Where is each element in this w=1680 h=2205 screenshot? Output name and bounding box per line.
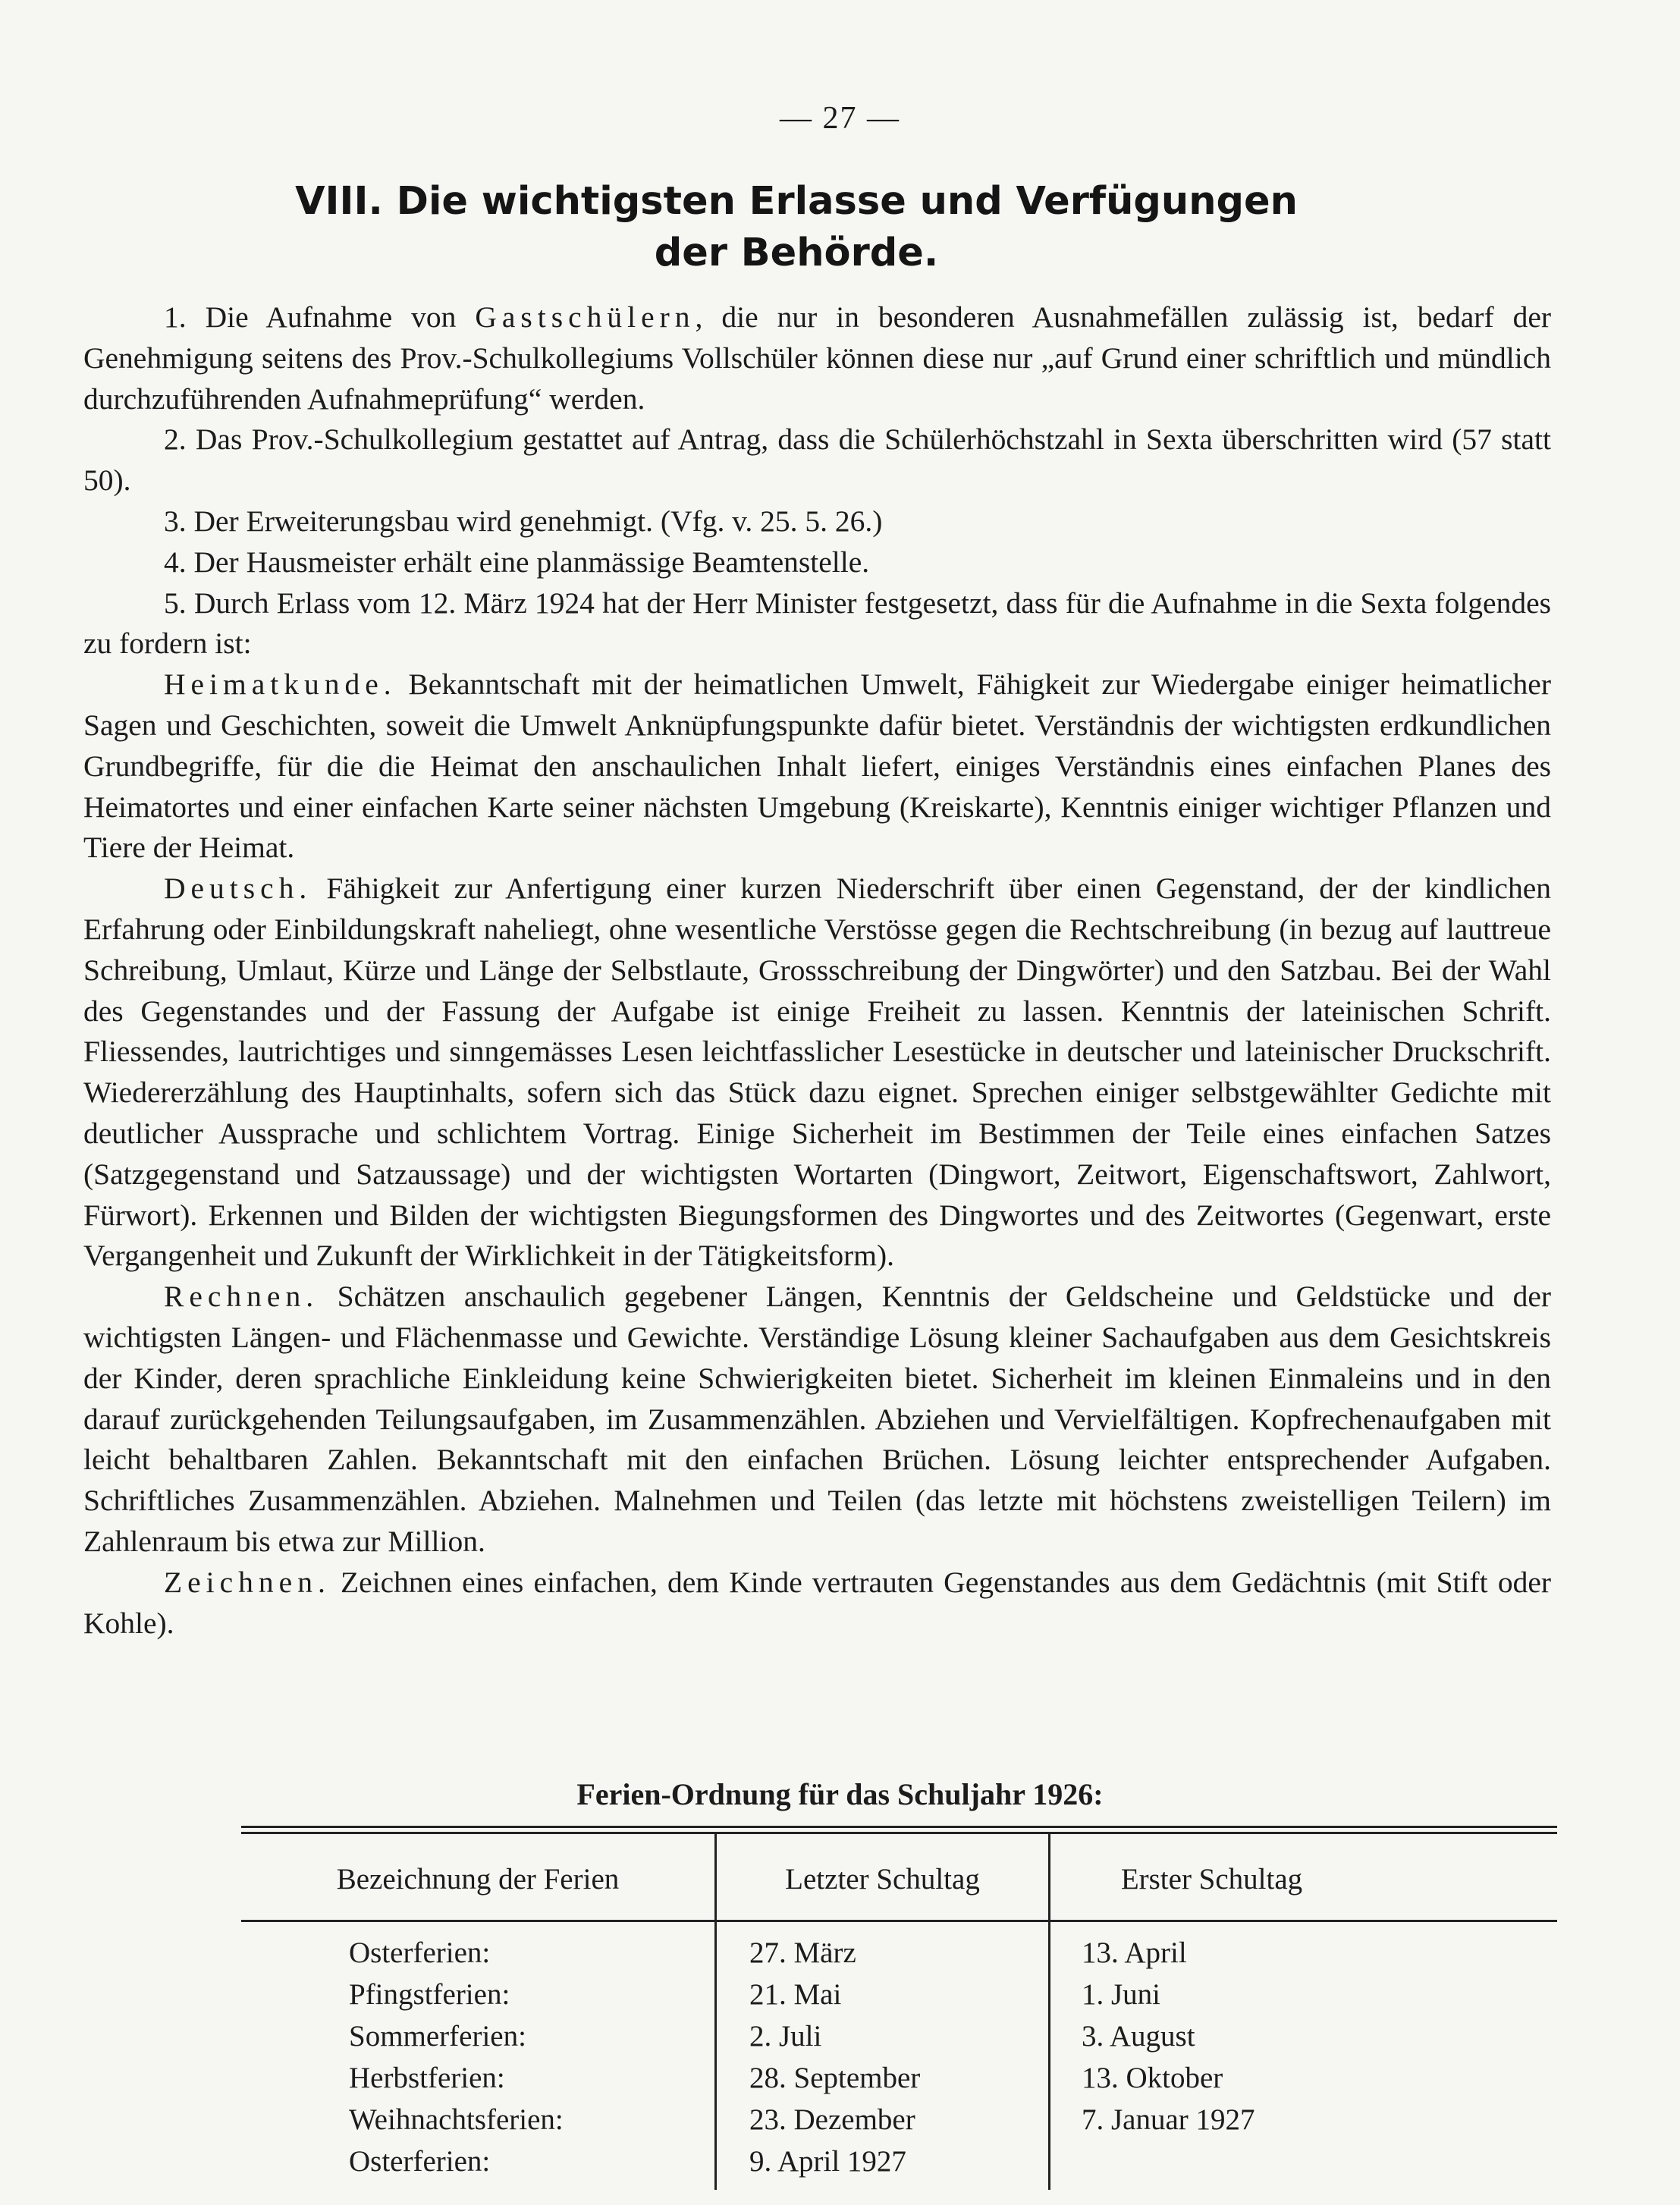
column-letzter-schultag bbox=[749, 1932, 920, 2182]
table-cell-first: 13. April bbox=[1082, 1936, 1187, 1969]
subject-text: Schätzen anschaulich gegebener Längen, Kenntnis der Geldscheine und Geldstücke und der wichtigsten Längen- und Flächenmasse und Gewichte. Verständige Lösung kleiner Sachaufgaben aus dem Gesichtskreis der Kinder, deren sprachliche Einkleidung keine Schwierigkeiten bietet. Sicherheit im kleinen Einmaleins und in den darauf zurückgehenden Teilungsaufgaben, im Zusammenzählen. Abziehen und Vervielfältigen. Kopfrechenaufgaben mit leicht behaltbaren Zahlen. Bekanntschaft mit den einfachen Brüchen. Lösung leichter entsprechender Aufgaben. Schriftliches Zusammenzählen. Abziehen. Malnehmen und Teilen (das letzte mit höchstens zweistelligen Teilern) im Zahlenraum bis etwa zur Million. bbox=[83, 1280, 1552, 1558]
table-cell-last: 27. März bbox=[749, 1936, 856, 1969]
paragraph-deutsch bbox=[83, 868, 1551, 1277]
table-row-name: Herbstferien: bbox=[349, 2062, 505, 2094]
item-number: 2. bbox=[164, 422, 187, 457]
item-text: Der Erweiterungsbau wird genehmigt. (Vfg. v. 25. 5. 26.) bbox=[193, 504, 883, 538]
table-rule-top bbox=[241, 1826, 1557, 1828]
table-cell-last: 21. Mai bbox=[749, 1978, 842, 2011]
item-text: Die Aufnahme von bbox=[205, 300, 457, 334]
paragraph-item-2 bbox=[83, 419, 1551, 501]
paragraph-rechnen bbox=[83, 1277, 1551, 1563]
paragraph-heimatkunde bbox=[83, 664, 1551, 868]
table-cell-last: 23. Dezember bbox=[749, 2103, 915, 2136]
column-ferien-names bbox=[349, 1932, 564, 2182]
subject-text: Zeichnen eines einfachen, dem Kinde vertrauten Gegenstandes aus dem Gedächtnis (mit Stift oder Kohle). bbox=[83, 1565, 1552, 1640]
subject-name: Deutsch. bbox=[164, 872, 312, 906]
table-cell-first: 1. Juni bbox=[1082, 1978, 1161, 2011]
paragraph-item-5 bbox=[83, 583, 1551, 665]
section-heading bbox=[144, 176, 1449, 279]
header-letzter-schultag: Letzter Schultag bbox=[785, 1863, 980, 1896]
document-body bbox=[83, 297, 1551, 1644]
header-bezeichnung: Bezeichnung der Ferien bbox=[336, 1863, 620, 1896]
item-text: Der Hausmeister erhält eine planmässige Beamtenstelle. bbox=[193, 545, 870, 579]
item-text: Durch Erlass vom 12. März 1924 hat der Herr Minister festgesetzt, dass für die Aufnahme in die Sexta folgendes zu fordern ist: bbox=[83, 586, 1551, 661]
table-cell-first: 3. August bbox=[1082, 2020, 1195, 2053]
subject-name: Rechnen. bbox=[164, 1280, 319, 1314]
heading-line-1: VIII. Die wichtigsten Erlasse und Verfügungen bbox=[295, 179, 1298, 224]
table-row-name: Weihnachtsferien: bbox=[349, 2103, 564, 2136]
table-cell-first: 13. Oktober bbox=[1082, 2062, 1223, 2094]
table-row-name: Osterferien: bbox=[349, 1936, 491, 1969]
subject-text: Bekanntschaft mit der heimatlichen Umwelt, Fähigkeit zur Wiedergabe einiger heimatlicher Sagen und Geschichten, soweit die Umwelt Anknüpfungspunkte dafür bietet. Verständnis der wichtigsten erdkundlichen Grundbegriffe, für die die Heimat den anschaulichen Inhalt liefert, einiges Verständnis eines einfachen Planes des Heimatortes und einer einfachen Karte seiner nächsten Umgebung (Kreiskarte), Kenntnis einiger wichtiger Pflanzen und Tiere der Heimat. bbox=[83, 667, 1551, 865]
table-rule-top-double bbox=[241, 1832, 1557, 1834]
subject-name: Heimatkunde. bbox=[164, 667, 397, 702]
item-number: 1. bbox=[164, 300, 187, 334]
paragraph-item-1 bbox=[83, 297, 1551, 419]
header-erster-schultag: Erster Schultag bbox=[1120, 1863, 1303, 1896]
table-cell-last: 9. April 1927 bbox=[749, 2145, 906, 2178]
item-number: 4. bbox=[164, 545, 187, 579]
table-rule-header bbox=[241, 1920, 1557, 1922]
table-cell-first: 7. Januar 1927 bbox=[1082, 2103, 1255, 2136]
item-number: 5. bbox=[164, 586, 187, 620]
table-cell-last: 2. Juli bbox=[749, 2020, 822, 2053]
ferien-table bbox=[241, 1826, 1557, 2190]
subject-name: Zeichnen. bbox=[164, 1565, 331, 1599]
item-number: 3. bbox=[164, 504, 187, 538]
paragraph-item-4 bbox=[83, 542, 1551, 583]
heading-line-2: der Behörde. bbox=[654, 231, 939, 275]
table-row-name: Pfingstferien: bbox=[349, 1978, 510, 2011]
paragraph-item-3 bbox=[83, 501, 1551, 542]
table-cell-last: 28. September bbox=[749, 2062, 921, 2094]
spaced-term: Gastschülern bbox=[475, 300, 696, 334]
item-text: Das Prov.-Schulkollegium gestattet auf Antrag, dass die Schülerhöchstzahl in Sexta überschritten wird (57 statt 50). bbox=[83, 422, 1551, 498]
page-number: — 27 — bbox=[780, 101, 900, 136]
item-text: , die nur in besonderen Ausnahmefällen zulässig ist, bedarf der Genehmigung seitens des Prov.-Schulkollegiums Vollschüler können diese nur „auf Grund einer schriftlich und mündlich durchzuführenden Aufnahmeprüfung“ werden. bbox=[83, 300, 1551, 416]
paragraph-zeichnen bbox=[83, 1563, 1551, 1644]
table-row-name: Osterferien: bbox=[349, 2145, 491, 2178]
ferien-title: Ferien-Ordnung für das Schuljahr 1926: bbox=[576, 1777, 1104, 1811]
table-row-name: Sommerferien: bbox=[349, 2020, 526, 2053]
column-erster-schultag bbox=[1082, 1932, 1255, 2141]
subject-text: Fähigkeit zur Anfertigung einer kurzen Niederschrift über einen Gegenstand, der der kindlichen Erfahrung oder Einbildungskraft naheliegt, ohne wesentliche Verstösse gegen die Rechtschreibung (in bezug auf lauttreue Schreibung, Umlaut, Kürze und Länge der Selbstlaute, Grossschreibung der Dingwörter) und den Satzbau. Bei der Wahl des Gegenstandes und der Fassung der Aufgabe ist einige Freiheit zu lassen. Kenntnis der lateinischen Schrift. Fliessendes, lautrichtiges und sinngemässes Lesen leichtfasslicher Lesestücke in deutscher und lateinischer Druckschrift. Wiedererzählung des Hauptinhalts, sofern sich das Stück dazu eignet. Sprechen einiger selbstgewählter Gedichte mit deutlicher Aussprache und schlichtem Vortrag. Einige Sicherheit im Bestimmen der Teile eines einfachen Satzes (Satzgegenstand und Satzaussage) und der wichtigsten Wortarten (Dingwort, Zeitwort, Eigenschaftswort, Zahlwort, Fürwort). Erkennen und Bilden der wichtigsten Biegungsformen des Dingwortes und des Zeitwortes (Gegenwart, erste Vergangenheit und Zukunft der Wirklichkeit in der Tätigkeitsform). bbox=[83, 872, 1551, 1273]
